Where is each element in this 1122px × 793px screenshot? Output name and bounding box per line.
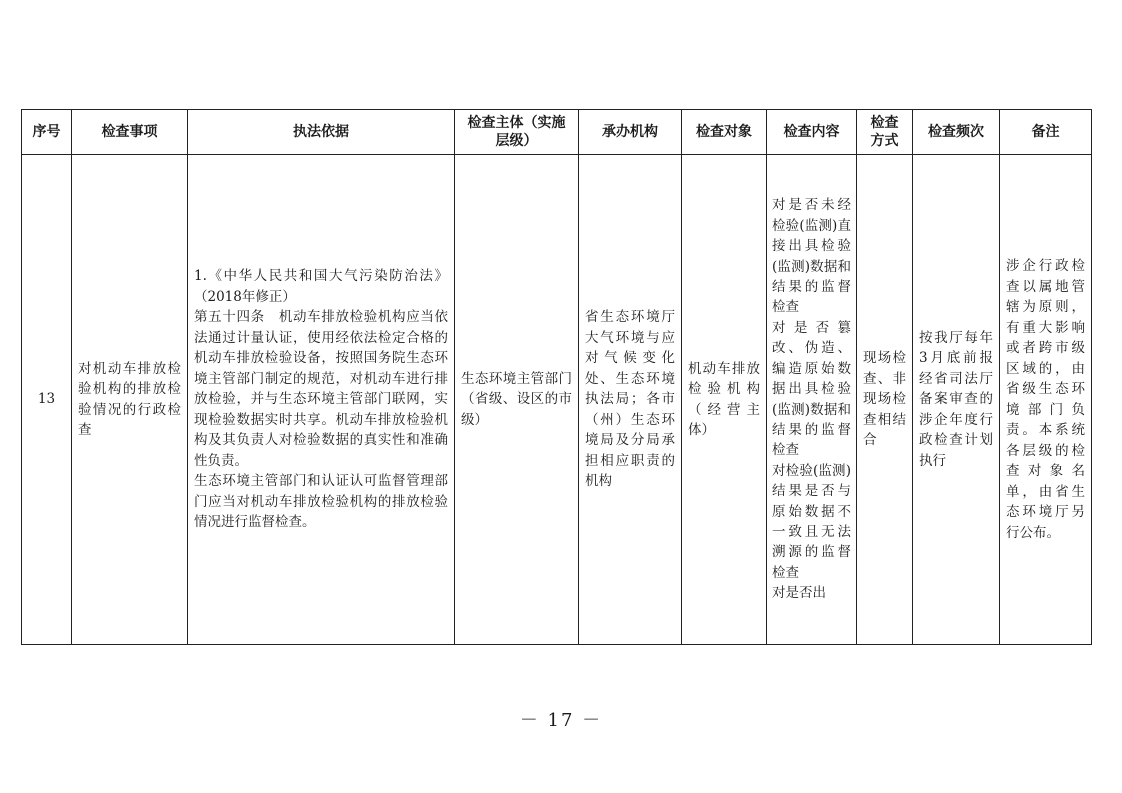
cell-frequency bbox=[913, 155, 1000, 645]
header-agency: 承办机构 bbox=[579, 110, 682, 155]
cell-method bbox=[857, 155, 913, 645]
cell-remark-text: 涉企行政检查以属地管辖为原则，有重大影响或者跨市级区域的，由省级生态环境部门负责。本系统各层级的检查对象名单，由省生态环境厅另行公布。 bbox=[1006, 258, 1085, 541]
cell-method-text: 现场检查、非现场检查相结合 bbox=[863, 350, 906, 449]
header-frequency: 检查频次 bbox=[913, 110, 1000, 155]
cell-target bbox=[682, 155, 767, 645]
cell-item-text: 对机动车排放检验机构的排放检验情况的行政检查 bbox=[78, 360, 181, 438]
content-paragraph: 对是否篡改、伪造、编造原始数据出具检验(监测)数据和结果的监督检查 bbox=[772, 319, 851, 459]
basis-text bbox=[188, 266, 454, 533]
header-method-text: 检查方式 bbox=[870, 115, 899, 149]
cell-agency bbox=[579, 155, 682, 645]
content-text bbox=[767, 155, 856, 644]
basis-paragraph: 第五十四条 机动车排放检验机构应当依法通过计量认证，使用经依法检定合格的机动车排放检验设备，按照国务院生态环境主管部门制定的规范，对机动车进行排放检验，并与生态环境主管部门联网，实现检验数据实时共享。机动车排放检验机构及其负责人对检验数据的真实性和准确性负责。 bbox=[194, 309, 448, 469]
cell-subject bbox=[455, 155, 579, 645]
table-row bbox=[22, 155, 1092, 645]
cell-item bbox=[72, 155, 188, 645]
cell-remark bbox=[1000, 155, 1092, 645]
inspection-table bbox=[21, 109, 1092, 645]
header-seq: 序号 bbox=[22, 110, 72, 155]
header-basis: 执法依据 bbox=[188, 110, 455, 155]
basis-paragraph: 生态环境主管部门和认证认可监督管理部门应当对机动车排放检验机构的排放检验情况进行监督检查。 bbox=[194, 473, 448, 531]
content-paragraph: 对是否出 bbox=[772, 585, 826, 602]
cell-target-text: 机动车排放检验机构（经营主体） bbox=[688, 360, 760, 438]
header-remark: 备注 bbox=[1000, 110, 1092, 155]
cell-content bbox=[767, 155, 857, 645]
cell-agency-text: 省生态环境厅大气环境与应对气候变化处、生态环境执法局；各市（州）生态环境局及分局承担相应职责的机构 bbox=[585, 309, 675, 490]
header-method bbox=[857, 110, 913, 155]
header-item: 检查事项 bbox=[72, 110, 188, 155]
cell-frequency-text: 按我厅每年3月底前报经省司法厅备案审查的涉企年度行政检查计划执行 bbox=[919, 329, 993, 469]
header-subject bbox=[455, 110, 579, 155]
header-content: 检查内容 bbox=[767, 110, 857, 155]
cell-basis bbox=[188, 155, 455, 645]
header-target: 检查对象 bbox=[682, 110, 767, 155]
cell-subject-text: 生态环境主管部门（省级、设区的市级） bbox=[461, 370, 572, 428]
content-paragraph: 对是否未经检验(监测)直接出具检验(监测)数据和结果的监督检查 bbox=[772, 197, 851, 316]
content-paragraph: 对检验(监测)结果是否与原始数据不一致且无法溯源的监督检查 bbox=[772, 462, 851, 581]
page-number: － 17 － bbox=[519, 710, 603, 731]
basis-paragraph: 1.《中华人民共和国大气污染防治法》（2018年修正） bbox=[194, 268, 448, 305]
cell-seq: 13 bbox=[22, 155, 72, 645]
table-header-row bbox=[22, 110, 1092, 155]
header-subject-text: 检查主体（实施层级） bbox=[467, 115, 566, 149]
